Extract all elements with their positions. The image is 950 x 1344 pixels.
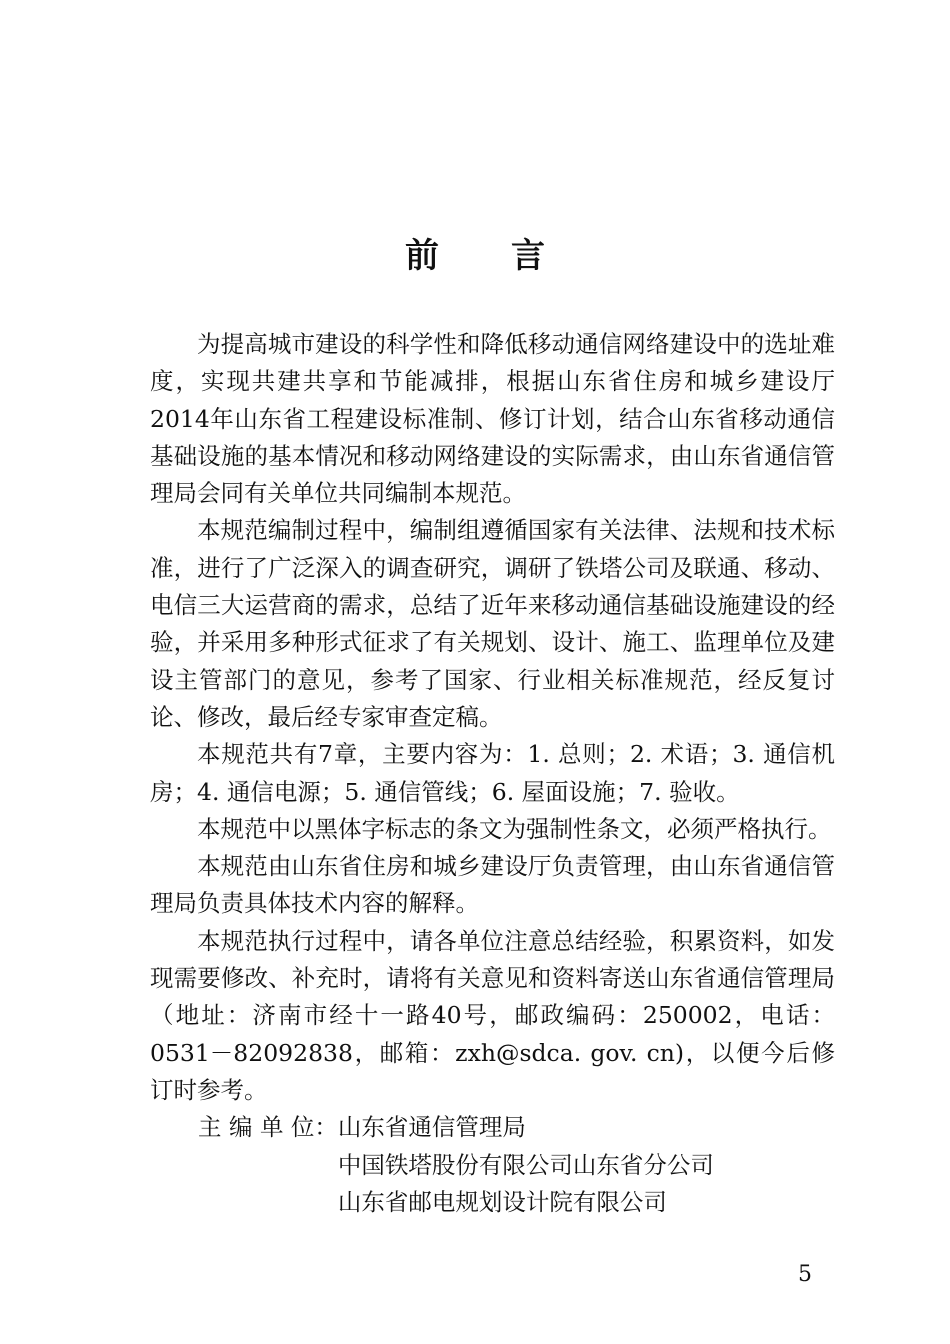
editor-unit: 山东省通信管理局 [337,1113,526,1142]
editor-label: 主 编 单 位： [198,1113,338,1142]
paragraph-mandatory: 本规范中以黑体字标志的条文为强制性条文，必须严格执行。 [197,814,832,843]
page-title: 前言 [405,236,617,276]
paragraph-management: 本规范由山东省住房和城乡建设厅负责管理，由山东省通信管理局负责具体技术内容的解释。 [150,852,835,918]
preface-body [150,326,835,1221]
editor-unit: 山东省邮电规划设计院有限公司 [337,1187,667,1216]
paragraph-contents: 本规范共有7章，主要内容为：1. 总则；2. 术语；3. 通信机房；4. 通信电源；5. 通信管线；6. 屋面设施；7. 验收。 [150,740,835,806]
paragraph-purpose: 为提高城市建设的科学性和降低移动通信网络建设中的选址难度，实现共建共享和节能减排，根据山东省住房和城乡建设厅2014年山东省工程建设标准制、修订计划，结合山东省移动通信基础设施的基本情况和移动网络建设的实际需求，由山东省通信管理局会同有关单位共同编制本规范。 [150,330,835,508]
chief-editor-units [150,1109,835,1221]
editor-unit-list [338,1109,714,1221]
paragraph-feedback: 本规范执行过程中，请各单位注意总结经验，积累资料，如发现需要修改、补充时，请将有关意见和资料寄送山东省通信管理局（地址：济南市经十一路40号，邮政编码：250002，电话：0531－82092838，邮箱：zxh@sdca. gov. cn)，以便今后修订时参考。 [150,926,835,1104]
page-number: 5 [798,1262,812,1287]
editor-unit: 中国铁塔股份有限公司山东省分公司 [337,1150,714,1179]
paragraph-process: 本规范编制过程中，编制组遵循国家有关法律、法规和技术标准，进行了广泛深入的调查研究，调研了铁塔公司及联通、移动、电信三大运营商的需求，总结了近年来移动通信基础设施建设的经验，并采用多种形式征求了有关规划、设计、施工、监理单位及建设主管部门的意见，参考了国家、行业相关标准规范，经反复讨论、修改，最后经专家审查定稿。 [150,516,835,731]
